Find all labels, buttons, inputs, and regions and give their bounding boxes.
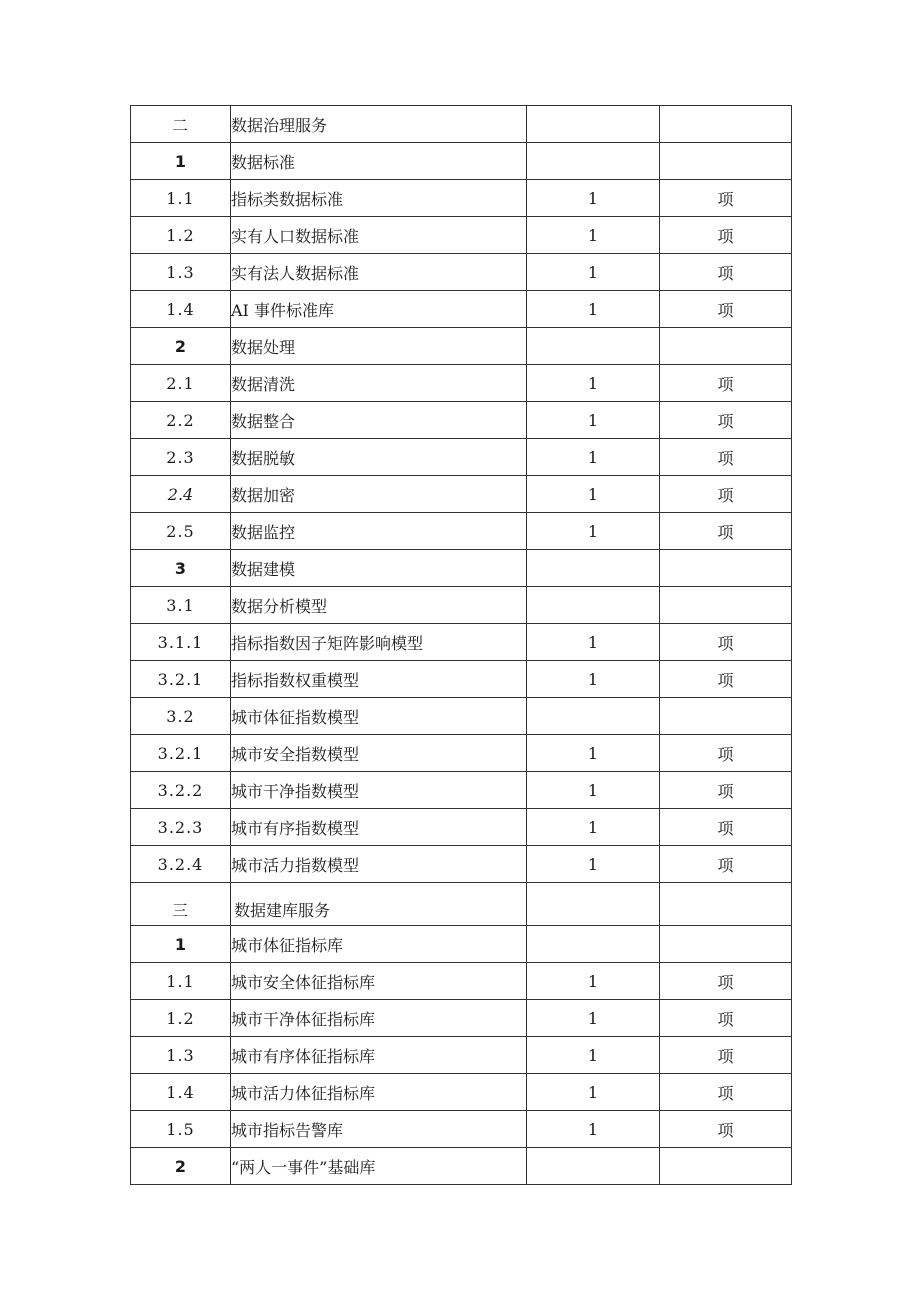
table-row — [131, 624, 792, 661]
unit-cell: 项 — [660, 217, 792, 254]
item-name-cell: 城市有序体征指标库 — [231, 1037, 527, 1074]
unit-cell — [660, 143, 792, 180]
item-name-cell: 数据分析模型 — [231, 587, 527, 624]
item-name-cell: 指标类数据标准 — [231, 180, 527, 217]
item-number-cell: 3.2.1 — [131, 661, 231, 698]
quantity-cell: 1 — [527, 1074, 660, 1111]
unit-cell: 项 — [660, 439, 792, 476]
quantity-cell — [527, 328, 660, 365]
table-row — [131, 328, 792, 365]
quantity-cell: 1 — [527, 624, 660, 661]
quantity-cell: 1 — [527, 180, 660, 217]
unit-cell: 项 — [660, 476, 792, 513]
quantity-cell — [527, 106, 660, 143]
table-row — [131, 661, 792, 698]
unit-cell: 项 — [660, 1111, 792, 1148]
table-row — [131, 513, 792, 550]
item-name-cell: 实有人口数据标准 — [231, 217, 527, 254]
item-name-cell: 城市指标告警库 — [231, 1111, 527, 1148]
item-name-cell: “两人一事件”基础库 — [231, 1148, 527, 1185]
item-name-cell: 数据加密 — [231, 476, 527, 513]
item-number-cell: 3 — [131, 550, 231, 587]
item-number-cell: 2 — [131, 1148, 231, 1185]
table-row — [131, 291, 792, 328]
unit-cell — [660, 883, 792, 926]
unit-cell: 项 — [660, 735, 792, 772]
item-name-cell: 城市干净指数模型 — [231, 772, 527, 809]
item-number-cell: 1.3 — [131, 254, 231, 291]
item-name-cell: 指标指数因子矩阵影响模型 — [231, 624, 527, 661]
item-number-cell: 2.5 — [131, 513, 231, 550]
table-row — [131, 963, 792, 1000]
unit-cell — [660, 1148, 792, 1185]
item-number-cell: 2.1 — [131, 365, 231, 402]
item-name-cell: 城市干净体征指标库 — [231, 1000, 527, 1037]
item-name-cell: 城市体征指标库 — [231, 926, 527, 963]
quantity-cell — [527, 1148, 660, 1185]
unit-cell: 项 — [660, 365, 792, 402]
item-name-cell: 数据建模 — [231, 550, 527, 587]
item-number-cell: 3.1.1 — [131, 624, 231, 661]
table-row — [131, 846, 792, 883]
table-row — [131, 698, 792, 735]
item-name-cell: 城市安全指数模型 — [231, 735, 527, 772]
quantity-cell: 1 — [527, 291, 660, 328]
table-row — [131, 439, 792, 476]
table-row — [131, 1148, 792, 1185]
item-number-cell: 1.4 — [131, 291, 231, 328]
item-name-cell: 城市体征指数模型 — [231, 698, 527, 735]
item-number-cell: 1.4 — [131, 1074, 231, 1111]
item-number-cell: 2.3 — [131, 439, 231, 476]
quantity-cell: 1 — [527, 476, 660, 513]
item-number-cell: 2.2 — [131, 402, 231, 439]
table-row — [131, 180, 792, 217]
table-row — [131, 1111, 792, 1148]
table-row — [131, 254, 792, 291]
table-row — [131, 772, 792, 809]
item-name-cell: 实有法人数据标准 — [231, 254, 527, 291]
item-name-cell: 数据标准 — [231, 143, 527, 180]
item-name-cell: 指标指数权重模型 — [231, 661, 527, 698]
unit-cell: 项 — [660, 254, 792, 291]
quantity-cell: 1 — [527, 513, 660, 550]
quantity-cell — [527, 698, 660, 735]
table-body — [131, 106, 792, 1185]
quantity-cell: 1 — [527, 439, 660, 476]
item-name-cell: 城市活力体征指标库 — [231, 1074, 527, 1111]
item-number-cell: 1.1 — [131, 963, 231, 1000]
unit-cell: 项 — [660, 661, 792, 698]
quantity-cell — [527, 926, 660, 963]
service-item-table — [130, 105, 792, 1185]
unit-cell: 项 — [660, 624, 792, 661]
item-number-cell: 3.2.3 — [131, 809, 231, 846]
table-row — [131, 926, 792, 963]
unit-cell: 项 — [660, 402, 792, 439]
quantity-cell: 1 — [527, 1111, 660, 1148]
unit-cell: 项 — [660, 1037, 792, 1074]
item-name-cell: 数据监控 — [231, 513, 527, 550]
item-name-cell: 数据整合 — [231, 402, 527, 439]
table-row — [131, 1000, 792, 1037]
item-number-cell: 3.2.1 — [131, 735, 231, 772]
quantity-cell: 1 — [527, 1037, 660, 1074]
quantity-cell: 1 — [527, 254, 660, 291]
table-row — [131, 883, 792, 926]
item-number-cell: 1.5 — [131, 1111, 231, 1148]
table-row — [131, 106, 792, 143]
item-number-cell: 3.2.4 — [131, 846, 231, 883]
unit-cell: 项 — [660, 1074, 792, 1111]
unit-cell — [660, 926, 792, 963]
quantity-cell — [527, 143, 660, 180]
table-row — [131, 550, 792, 587]
quantity-cell: 1 — [527, 809, 660, 846]
unit-cell — [660, 106, 792, 143]
item-name-cell: 数据脱敏 — [231, 439, 527, 476]
unit-cell: 项 — [660, 809, 792, 846]
unit-cell: 项 — [660, 846, 792, 883]
quantity-cell: 1 — [527, 963, 660, 1000]
table-row — [131, 735, 792, 772]
table-row — [131, 217, 792, 254]
item-name-cell: 城市活力指数模型 — [231, 846, 527, 883]
item-number-cell: 3.2.2 — [131, 772, 231, 809]
table-row — [131, 1074, 792, 1111]
item-number-cell: 1 — [131, 143, 231, 180]
item-number-cell: 三 — [131, 883, 231, 926]
item-name-cell: 数据清洗 — [231, 365, 527, 402]
quantity-cell — [527, 550, 660, 587]
item-name-cell: 数据治理服务 — [231, 106, 527, 143]
unit-cell: 项 — [660, 772, 792, 809]
item-number-cell: 3.2 — [131, 698, 231, 735]
item-number-cell: 二 — [131, 106, 231, 143]
item-number-cell: 1 — [131, 926, 231, 963]
item-number-cell: 1.1 — [131, 180, 231, 217]
unit-cell — [660, 698, 792, 735]
quantity-cell: 1 — [527, 735, 660, 772]
unit-cell: 项 — [660, 513, 792, 550]
quantity-cell: 1 — [527, 1000, 660, 1037]
quantity-cell: 1 — [527, 365, 660, 402]
item-number-cell: 1.2 — [131, 1000, 231, 1037]
table-row — [131, 587, 792, 624]
item-name-cell: 城市有序指数模型 — [231, 809, 527, 846]
quantity-cell — [527, 883, 660, 926]
unit-cell — [660, 587, 792, 624]
item-number-cell: 1.3 — [131, 1037, 231, 1074]
unit-cell: 项 — [660, 180, 792, 217]
quantity-cell: 1 — [527, 772, 660, 809]
item-number-cell: 2 — [131, 328, 231, 365]
item-name-cell: 城市安全体征指标库 — [231, 963, 527, 1000]
item-number-cell: 3.1 — [131, 587, 231, 624]
item-name-cell: 数据处理 — [231, 328, 527, 365]
table-row — [131, 365, 792, 402]
quantity-cell — [527, 587, 660, 624]
item-name-cell: 数据建库服务 — [231, 883, 527, 926]
table-row — [131, 402, 792, 439]
quantity-cell: 1 — [527, 846, 660, 883]
table-row — [131, 1037, 792, 1074]
table-row — [131, 809, 792, 846]
quantity-cell: 1 — [527, 217, 660, 254]
quantity-cell: 1 — [527, 661, 660, 698]
table-row — [131, 476, 792, 513]
unit-cell: 项 — [660, 291, 792, 328]
item-number-cell: 2.4 — [131, 476, 231, 513]
unit-cell: 项 — [660, 963, 792, 1000]
item-number-cell: 1.2 — [131, 217, 231, 254]
unit-cell — [660, 328, 792, 365]
quantity-cell: 1 — [527, 402, 660, 439]
table-row — [131, 143, 792, 180]
unit-cell: 项 — [660, 1000, 792, 1037]
item-name-cell: AI 事件标准库 — [231, 291, 527, 328]
unit-cell — [660, 550, 792, 587]
